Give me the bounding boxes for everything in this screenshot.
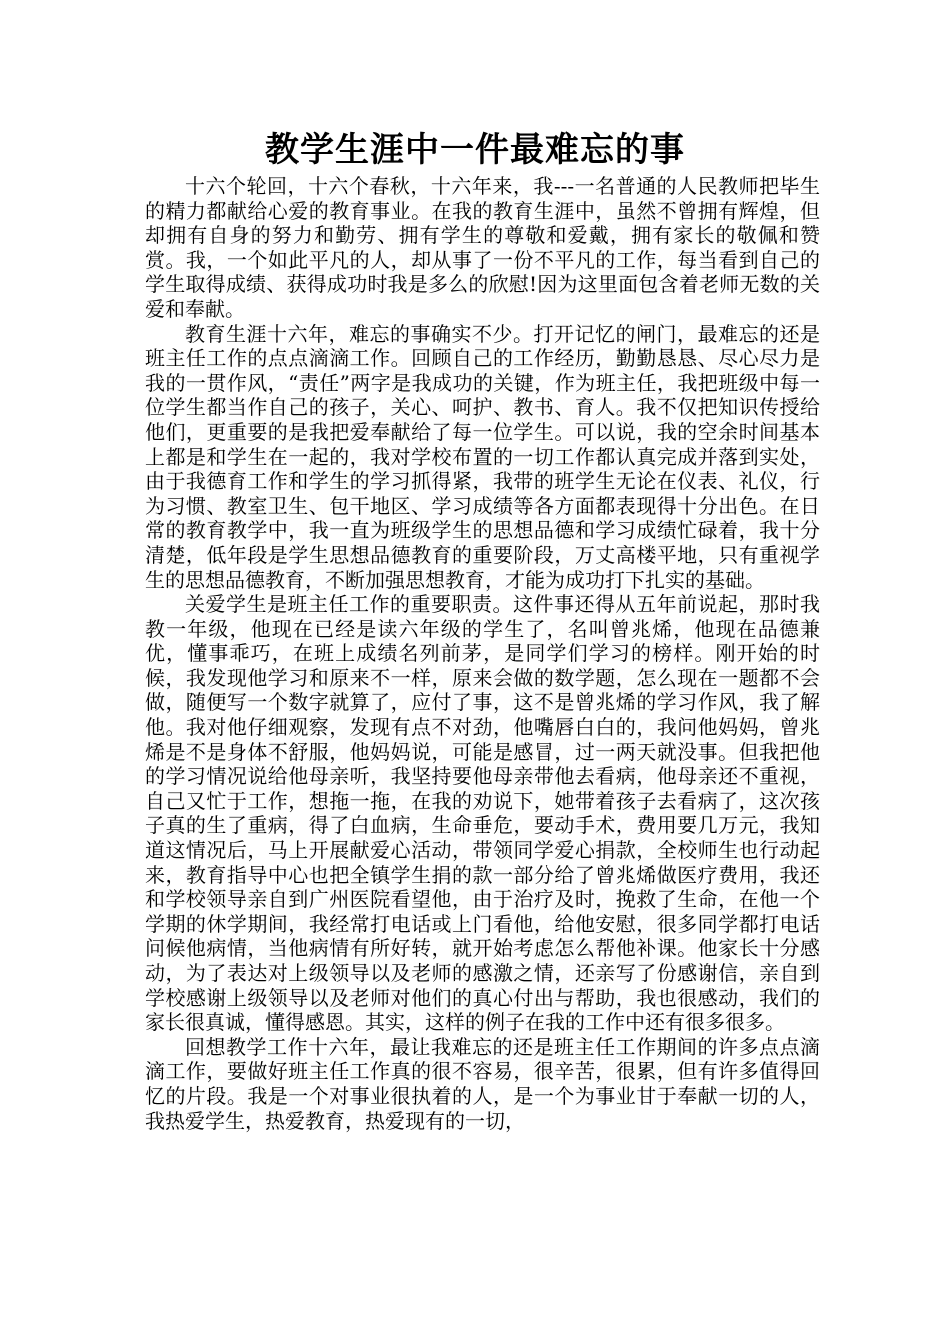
paragraph-1: 十六个轮回，十六个春秋，十六年来，我---一名普通的人民教师把毕生的精力都献给心爱的教育事业。在我的教育生涯中，虽然不曾拥有辉煌，但却拥有自身的努力和勤劳、拥有学生的尊敬和爱戴，拥有家长的敬佩和赞赏。我，一个如此平凡的人，却从事了一份不平凡的工作，每当看到自己的学生取得成绩、获得成功时我是多么的欣慰!因为这里面包含着老师无数的关爱和奉献。 (145, 174, 820, 321)
paragraph-2: 教育生涯十六年，难忘的事确实不少。打开记忆的闸门，最难忘的还是班主任工作的点点滴滴工作。回顾自己的工作经历，勤勤恳恳、尽心尽力是我的一贯作风，“责任”两字是我成功的关键，作为班主任，我把班级中每一位学生都当作自己的孩子，关心、呵护、教书、育人。我不仅把知识传授给他们，更重要的是我把爱奉献给了每一位学生。可以说，我的空余时间基本上都是和学生在一起的，我对学校布置的一切工作都认真完成并落到实处，由于我德育工作和学生的学习抓得紧，我带的班学生无论在仪表、礼仪，行为习惯、教室卫生、包干地区、学习成绩等各方面都表现得十分出色。在日常的教育教学中，我一直为班级学生的思想品德和学习成绩忙碌着，我十分清楚，低年段是学生思想品德教育的重要阶段，万丈高楼平地，只有重视学生的思想品德教育，不断加强思想教育，才能为成功打下扎实的基础。 (145, 321, 820, 592)
document-title: 教学生涯中一件最难忘的事 (265, 130, 685, 170)
paragraph-3: 关爱学生是班主任工作的重要职责。这件事还得从五年前说起，那时我教一年级，他现在已经是读六年级的学生了，名叫曾兆烯，他现在品德兼优，懂事乖巧，在班上成绩名列前茅，是同学们学习的榜样。刚开始的时候，我发现他学习和原来不一样，原来会做的数学题，怎么现在一题都不会做，随便写一个数字就算了，应付了事，这不是曾兆烯的学习作风，我了解他。我对他仔细观察，发现有点不对劲，他嘴唇白白的，我问他妈妈，曾兆烯是不是身体不舒服，他妈妈说，可能是感冒，过一两天就没事。但我把他的学习情况说给他母亲听，我坚持要他母亲带他去看病，他母亲还不重视，自己又忙于工作，想拖一拖，在我的劝说下，她带着孩子去看病了，这次孩子真的生了重病，得了白血病，生命垂危，要动手术，费用要几万元，我知道这情况后，马上开展献爱心活动，带领同学爱心捐款，全校师生也行动起来，教育指导中心也把全镇学生捐的款一部分给了曾兆烯做医疗费用，我还和学校领导亲自到广州医院看望他，由于治疗及时，挽救了生命，在他一个学期的休学期间，我经常打电话或上门看他，给他安慰，很多同学都打电话问候他病情，当他病情有所好转，就开始考虑怎么帮他补课。他家长十分感动，为了表达对上级领导以及老师的感激之情，还亲写了份感谢信，亲自到学校感谢上级领导以及老师对他们的真心付出与帮助，我也很感动，我们的家长很真诚，懂得感恩。其实，这样的例子在我的工作中还有很多很多。 (145, 592, 820, 1035)
document-body (145, 174, 820, 1133)
paragraph-4: 回想教学工作十六年，最让我难忘的还是班主任工作期间的许多点点滴滴工作，要做好班主任工作真的很不容易，很辛苦，很累，但有许多值得回忆的片段。我是一个对事业很执着的人，是一个为事业甘于奉献一切的人，我热爱学生，热爱教育，热爱现有的一切， (145, 1034, 820, 1133)
